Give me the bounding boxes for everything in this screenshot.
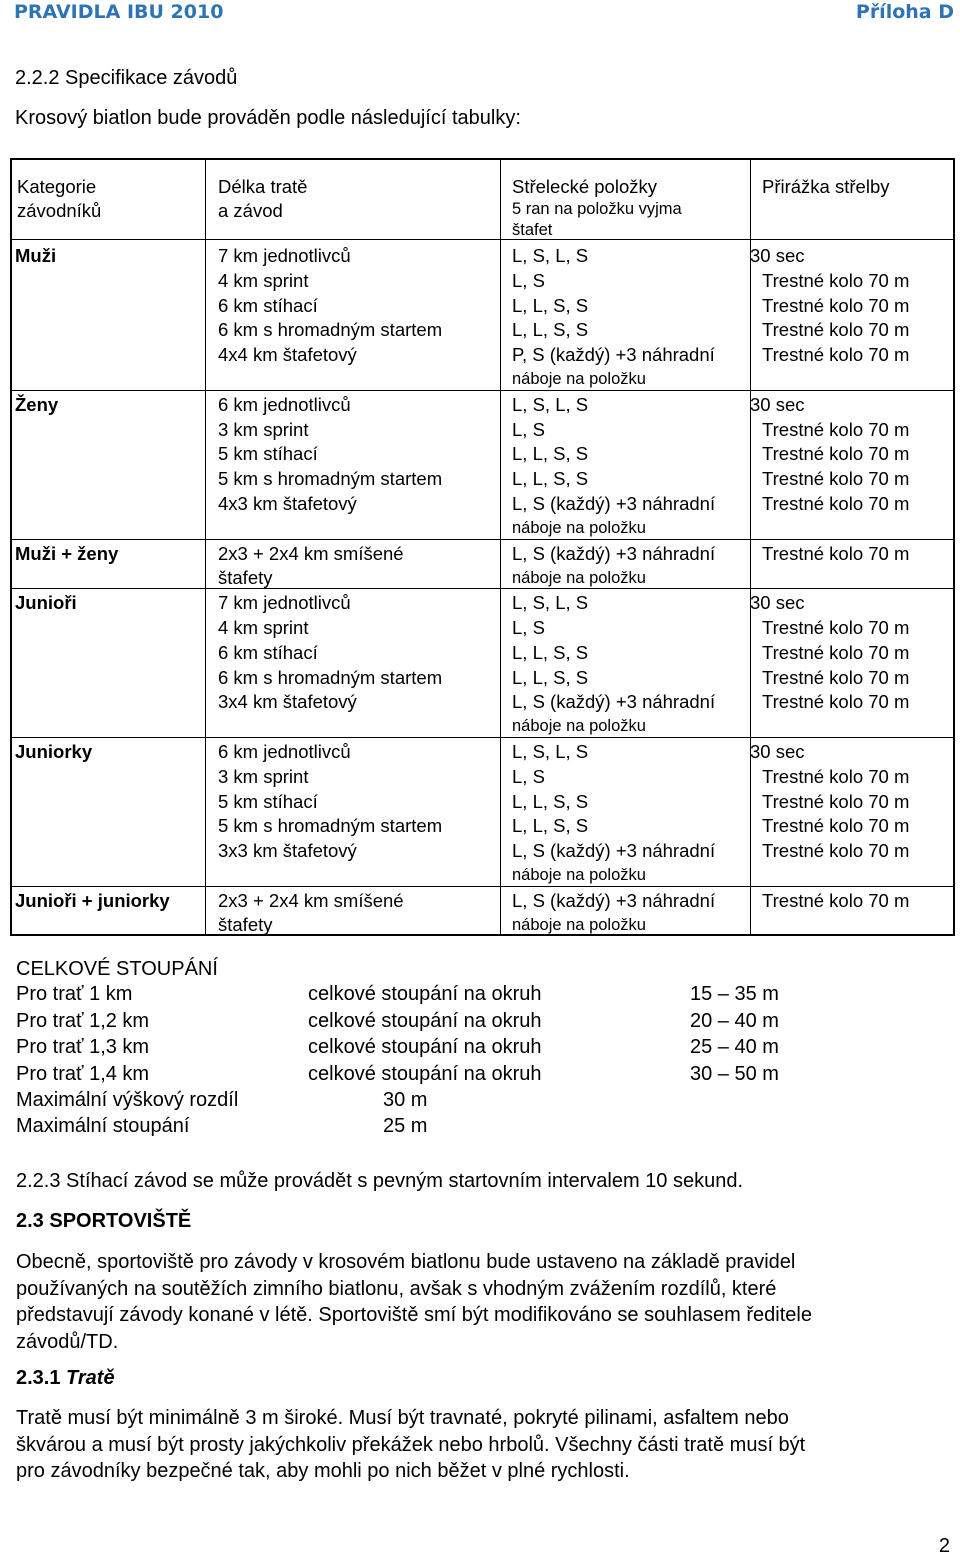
group-divider: [10, 886, 955, 887]
max-value: 30 m: [383, 1089, 428, 1111]
shooting-cell: L, S, L, S: [512, 592, 589, 614]
shooting-cell: L, S (každý) +3 náhradní náboje na položku: [512, 493, 716, 537]
race-specification-table: [10, 158, 955, 936]
climb-desc: celkové stoupání na okruh: [308, 1063, 542, 1085]
shooting-cell: L, L, S, S: [512, 443, 589, 465]
column-divider: [500, 158, 501, 936]
distance-cell: 3x4 km štafetový: [218, 691, 357, 713]
climb-label: Pro trať 1,3 km: [16, 1036, 150, 1058]
section-23-title: 2.3 SPORTOVIŠTĚ: [16, 1210, 192, 1232]
shooting-cell: L, L, S, S: [512, 319, 589, 341]
shooting-cell: L, S: [512, 269, 545, 291]
page-number: 2: [938, 1535, 950, 1557]
shooting-cell: L, L, S, S: [512, 294, 589, 316]
section-222-heading: [15, 67, 237, 90]
shooting-cell: L, L, S, S: [512, 468, 589, 490]
category-label: Junioři + juniorky: [15, 889, 170, 911]
penalty-cell: Trestné kolo 70 m: [762, 617, 910, 638]
shooting-cell: P, S (každý) +3 náhradní náboje na položku: [512, 344, 715, 389]
distance-cell: 4x4 km štafetový: [218, 344, 357, 366]
penalty-cell: Trestné kolo 70 m: [762, 468, 910, 490]
distance-cell: 2x3 + 2x4 km smíšené štafety: [218, 889, 404, 935]
distance-cell: 4 km sprint: [218, 617, 309, 638]
distance-cell: 5 km stíhací: [218, 443, 318, 465]
distance-cell: 4 km sprint: [218, 269, 309, 291]
header-shooting: Střelecké položky 5 ran na položku vyjma štafet: [512, 176, 682, 239]
penalty-cell: Trestné kolo 70 m: [762, 691, 910, 713]
shooting-cell: L, S: [512, 418, 545, 440]
group-divider: [10, 390, 955, 391]
distance-cell: 4x3 km štafetový: [218, 493, 357, 514]
shooting-cell: L, S, L, S: [512, 245, 589, 266]
penalty-cell: Trestné kolo 70 m: [762, 889, 910, 911]
climb-label: Pro trať 1,2 km: [16, 1010, 150, 1032]
climb-value: 30 – 50 m: [690, 1063, 779, 1085]
section-number: 2.3.1: [16, 1367, 61, 1389]
header-penalty: Přirážka střelby: [762, 176, 890, 197]
penalty-cell: Trestné kolo 70 m: [762, 542, 910, 564]
header-left: PRAVIDLA IBU 2010: [14, 1, 224, 23]
penalty-cell: Trestné kolo 70 m: [762, 319, 910, 341]
distance-cell: 3x3 km štafetový: [218, 840, 357, 862]
group-divider: [10, 737, 955, 738]
climb-label: Pro trať 1,4 km: [16, 1063, 150, 1085]
penalty-cell: 30 sec: [750, 393, 805, 415]
column-divider: [750, 158, 751, 936]
penalty-cell: Trestné kolo 70 m: [762, 641, 910, 663]
category-label: Juniorky: [15, 741, 93, 762]
shooting-cell: L, S, L, S: [512, 741, 589, 762]
category-label: Muži + ženy: [15, 542, 119, 564]
penalty-cell: Trestné kolo 70 m: [762, 840, 910, 862]
distance-cell: 6 km stíhací: [218, 294, 318, 316]
shooting-cell: L, S (každý) +3 náhradní náboje na položku: [512, 691, 716, 736]
section-title: Specifikace závodů: [65, 67, 238, 89]
shooting-cell: L, L, S, S: [512, 815, 589, 837]
distance-cell: 7 km jednotlivců: [218, 592, 351, 614]
distance-cell: 5 km stíhací: [218, 790, 318, 812]
group-divider: [10, 588, 955, 589]
climb-label: Pro trať 1 km: [16, 983, 133, 1005]
page-header: [0, 0, 960, 28]
max-label: Maximální výškový rozdíl: [16, 1089, 239, 1111]
section-number: 2.2.2: [15, 67, 60, 89]
penalty-cell: Trestné kolo 70 m: [762, 790, 910, 812]
shooting-cell: L, S (každý) +3 náhradní náboje na položku: [512, 542, 716, 587]
climb-value: 20 – 40 m: [690, 1010, 779, 1032]
shooting-cell: L, S (každý) +3 náhradní náboje na položku: [512, 840, 716, 885]
distance-cell: 6 km s hromadným startem: [218, 666, 443, 688]
penalty-cell: 30 sec: [750, 245, 805, 266]
section-intro: Krosový biatlon bude prováděn podle následující tabulky:: [15, 107, 521, 129]
group-divider: [10, 539, 955, 540]
climb-value: 15 – 35 m: [690, 983, 779, 1005]
distance-cell: 7 km jednotlivců: [218, 245, 351, 266]
header-category: Kategorie závodníků: [17, 176, 102, 221]
climb-desc: celkové stoupání na okruh: [308, 1010, 542, 1032]
penalty-cell: Trestné kolo 70 m: [762, 294, 910, 316]
distance-cell: 6 km jednotlivců: [218, 741, 351, 762]
section-title: Tratě: [66, 1367, 115, 1389]
penalty-cell: 30 sec: [750, 741, 805, 762]
penalty-cell: Trestné kolo 70 m: [762, 815, 910, 837]
distance-cell: 6 km stíhací: [218, 641, 318, 663]
shooting-cell: L, S: [512, 617, 545, 638]
column-divider: [205, 158, 206, 936]
penalty-cell: Trestné kolo 70 m: [762, 418, 910, 440]
category-label: Ženy: [15, 393, 59, 415]
header-right: Příloha D: [855, 1, 954, 23]
shooting-cell: L, L, S, S: [512, 790, 589, 812]
distance-cell: 2x3 + 2x4 km smíšené štafety: [218, 542, 404, 588]
shooting-cell: L, S (každý) +3 náhradní náboje na položku: [512, 889, 716, 934]
distance-cell: 3 km sprint: [218, 765, 309, 787]
section-231-paragraph: Tratě musí být minimálně 3 m široké. Musí být travnaté, pokryté pilinami, asfaltem nebo škvárou a musí být prosty jakýchkoliv překážek nebo hrbolů. Všechny části tratě musí být pro závodníky bezpečné tak, aby mohli po nich běžet v plné rychlosti.: [16, 1407, 806, 1482]
section-text: Stíhací závod se může provádět s pevným startovním intervalem 10 sekund.: [66, 1170, 744, 1192]
penalty-cell: Trestné kolo 70 m: [762, 269, 910, 291]
shooting-cell: L, S: [512, 765, 545, 787]
section-23-paragraph: Obecně, sportoviště pro závody v krosovém biatlonu bude ustaveno na základě pravidel používaných na soutěžích zimního biatlonu, avšak s vhodným zvážením rozdílů, které představují závody konané v létě. Sportoviště smí být modifikováno se souhlasem ředitele závodů/TD.: [16, 1251, 812, 1353]
penalty-cell: Trestné kolo 70 m: [762, 493, 910, 514]
shooting-cell: L, S, L, S: [512, 393, 589, 415]
shooting-cell: L, L, S, S: [512, 641, 589, 663]
header-distance: Délka tratě a závod: [218, 176, 308, 221]
category-label: Muži: [15, 245, 57, 266]
penalty-cell: Trestné kolo 70 m: [762, 344, 910, 366]
distance-cell: 3 km sprint: [218, 418, 309, 440]
shooting-cell: L, L, S, S: [512, 666, 589, 688]
climb-desc: celkové stoupání na okruh: [308, 1036, 542, 1058]
distance-cell: 5 km s hromadným startem: [218, 815, 443, 837]
penalty-cell: Trestné kolo 70 m: [762, 443, 910, 465]
header-divider: [10, 239, 955, 240]
distance-cell: 6 km s hromadným startem: [218, 319, 443, 341]
climb-title: CELKOVÉ STOUPÁNÍ: [16, 958, 218, 980]
penalty-cell: Trestné kolo 70 m: [762, 666, 910, 688]
category-label: Junioři: [15, 592, 77, 614]
climb-value: 25 – 40 m: [690, 1036, 779, 1058]
section-223: [16, 1170, 743, 1193]
climb-desc: celkové stoupání na okruh: [308, 983, 542, 1005]
penalty-cell: Trestné kolo 70 m: [762, 765, 910, 787]
distance-cell: 6 km jednotlivců: [218, 393, 351, 415]
distance-cell: 5 km s hromadným startem: [218, 468, 443, 490]
max-value: 25 m: [383, 1115, 428, 1137]
section-231-heading: [16, 1367, 115, 1390]
section-number: 2.2.3: [16, 1170, 61, 1192]
penalty-cell: 30 sec: [750, 592, 805, 614]
max-label: Maximální stoupání: [16, 1115, 190, 1137]
